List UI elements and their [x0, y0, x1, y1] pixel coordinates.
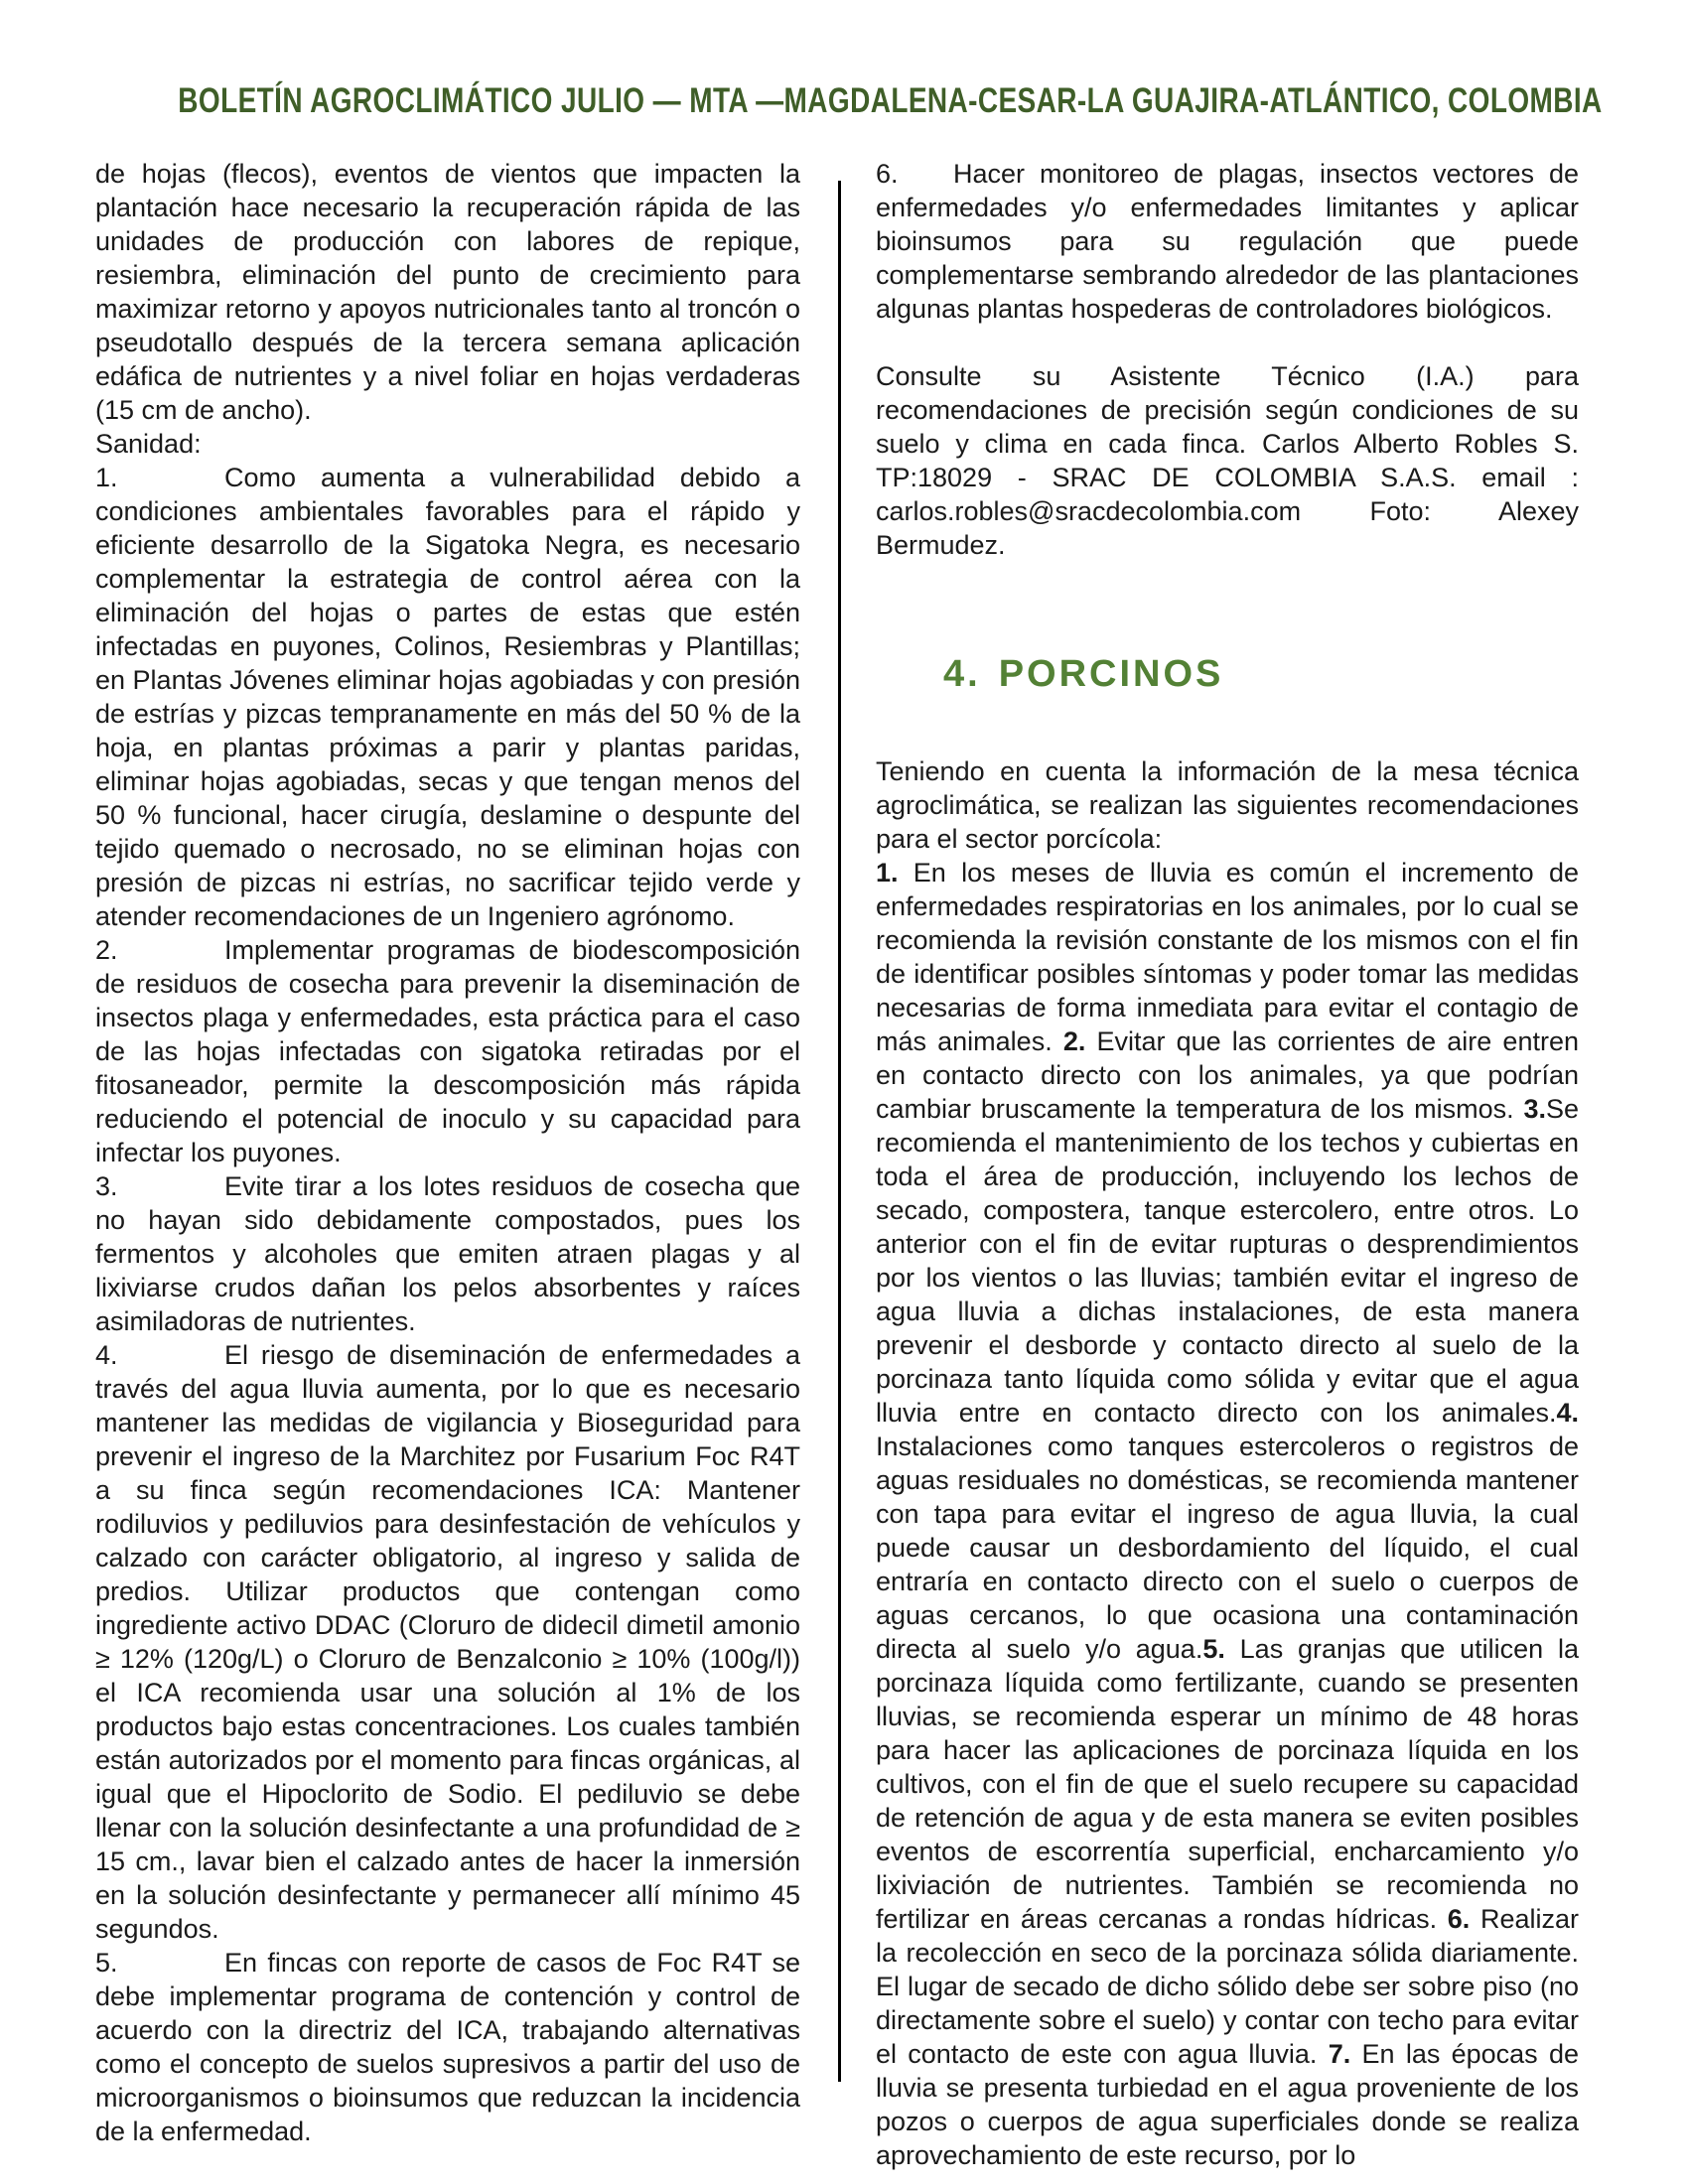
item-number: 4.	[95, 1340, 118, 1370]
consult-paragraph: Consulte su Asistente Técnico (I.A.) para recomendaciones de precisión según condiciones de su suelo y clima en cada finca. Carlos Alberto Robles S. TP:18029 - SRAC DE COLOMBIA S.A.S. email : carlos.robles@sracdecolombia.com Foto: Alexey Bermudez.	[876, 361, 1579, 560]
porcinos-body-paragraph: 1. En los meses de lluvia es común el incremento de enfermedades respiratorias en los animales, por lo cual se recomienda la revisión constante de los mismos con el fin de identificar posibles síntomas y poder tomar las medidas necesarias de forma inmediata para evitar el contagio de más animales. 2. Evitar que las corrientes de aire entren en contacto directo con los animales, ya que podrían cambiar bruscamente la temperatura de los mismos. 3.Se recomienda el mantenimiento de los techos y cubiertas en toda el área de producción, incluyendo los lechos de secado, compostera, tanque estercolero, entre otros. Lo anterior con el fin de evitar rupturas o desprendimientos por los vientos o las lluvias; también evitar el ingreso de agua lluvia a dichas instalaciones, de esta manera prevenir el desborde y contacto directo al suelo de la porcinaza tanto líquida como sólida y evitar que el agua lluvia entre en contacto directo con los animales.4. Instalaciones como tanques estercoleros o registros de aguas residuales no domésticas, se recomienda mantener con tapa para evitar el ingreso de agua lluvia, la cual puede causar un desbordamiento del líquido, el cual entraría en contacto directo con el suelo o cuerpos de aguas cercanos, lo que ocasiona una contaminación directa al suelo y/o agua.5. Las granjas que utilicen la porcinaza líquida como fertilizante, cuando se presenten lluvias, se recomienda esperar un mínimo de 48 horas para hacer las aplicaciones de porcinaza líquida en los cultivos, con el fin de que el suelo recupere su capacidad de retención de agua y de esta manera se eviten posibles eventos de escorrentía superficial, encharcamiento y/o lixiviación de nutrientes. También se recomienda no fertilizar en áreas cercanas a rondas hídricas. 6. Realizar la recolección en seco de la porcinaza sólida diariamente. El lugar de secado de dicho sólido debe ser sobre piso (no directamente sobre el suelo) y contar con techo para evitar el contacto de este con agua lluvia. 7. En las épocas de lluvia se presenta turbiedad en el agua proveniente de los pozos o cuerpos de agua superficiales donde se realiza aprovechamiento de este recurso, por lo	[876, 858, 1580, 2170]
column-divider	[838, 181, 841, 2082]
item-number: 6.	[876, 159, 899, 189]
numbered-item-2	[95, 933, 800, 1169]
porcinos-intro-paragraph: Teniendo en cuenta la información de la mesa técnica agroclimática, se realizan las siguientes recomendaciones para el sector porcícola:	[876, 756, 1579, 854]
numbered-item-4	[95, 1338, 800, 1946]
item-text: En fincas con reporte de casos de Foc R4T se debe implementar programa de contención y control de acuerdo con la directriz del ICA, trabajando alternativas como el concepto de suelos supresivos a partir del uso de microorganismos o bioinsumos que reduzcan la incidencia de la enfermedad.	[95, 1948, 800, 2146]
item-text: Implementar programas de biodescomposición de residuos de cosecha para prevenir la diseminación de insectos plaga y enfermedades, esta práctica para el caso de las hojas infectadas con sigatoka retiradas por el fitosaneador, permite la descomposición más rápida reduciendo el potencial de inoculo y su capacidad para infectar los puyones.	[95, 935, 800, 1167]
numbered-item-6	[876, 157, 1579, 326]
left-column	[95, 157, 800, 2148]
item-text: El riesgo de diseminación de enfermedades a través del agua lluvia aumenta, por lo que es necesario mantener las medidas de vigilancia y Bioseguridad para prevenir el ingreso de la Marchitez por Fusarium Foc R4T a su finca según recomendaciones ICA: Mantener rodiluvios y pediluvios para desinfestación de vehículos y calzado con carácter obligatorio, al ingreso y salida de predios. Utilizar productos que contengan como ingrediente activo DDAC (Cloruro de didecil dimetil amonio ≥ 12% (120g/L) o Cloruro de Benzalconio ≥ 10% (100g/l)) el ICA recomienda usar una solución al 1% de los productos bajo estas concentraciones. Los cuales también están autorizados por el momento para fincas orgánicas, al igual que el Hipoclorito de Sodio. El pediluvio se debe llenar con la solución desinfectante a una profundidad de ≥ 15 cm., lavar bien el calzado antes de hacer la inmersión en la solución desinfectante y permanecer allí mínimo 45 segundos.	[95, 1340, 800, 1944]
numbered-item-3	[95, 1169, 800, 1338]
numbered-item-1	[95, 461, 800, 933]
item-number: 1.	[95, 463, 118, 492]
section-number: 4.	[943, 653, 981, 695]
intro-paragraph: de hojas (flecos), eventos de vientos que impacten la plantación hace necesario la recuperación rápida de las unidades de producción con labores de repique, resiembra, eliminación del punto de crecimiento para maximizar retorno y apoyos nutricionales tanto al troncón o pseudotallo después de la tercera semana aplicación edáfica de nutrientes y a nivel foliar en hojas verdaderas (15 cm de ancho).	[95, 159, 800, 425]
item-number: 5.	[95, 1948, 118, 1978]
numbered-item-5	[95, 1946, 800, 2148]
item-text: Evite tirar a los lotes residuos de cosecha que no hayan sido debidamente compostados, pues los fermentos y alcoholes que emiten atraen plagas y al lixiviarse crudos dañan los pelos absorbentes y raíces asimiladoras de nutrientes.	[95, 1171, 800, 1336]
item-text: Como aumenta a vulnerabilidad debido a condiciones ambientales favorables para el rápido y eficiente desarrollo de la Sigatoka Negra, es necesario complementar la estrategia de control aérea con la eliminación del hojas o partes de estas que estén infectadas en puyones, Colinos, Resiembras y Plantillas; en Plantas Jóvenes eliminar hojas agobiadas y con presión de estrías y pizcas tempranamente en más del 50 % de la hoja, en plantas próximas a parir y plantas paridas, eliminar hojas agobiadas, secas y que tengan menos del 50 % funcional, hacer cirugía, deslamine o despunte del tejido quemado o necrosado, no se eliminan hojas con presión de pizcas ni estrías, no sacrificar tejido verde y atender recomendaciones de un Ingeniero agrónomo.	[95, 463, 800, 931]
sanidad-label: Sanidad:	[95, 429, 202, 459]
right-column	[876, 157, 1579, 2172]
bulletin-header	[0, 81, 1688, 121]
section-heading-porcinos	[876, 651, 1579, 697]
item-number: 2.	[95, 935, 118, 965]
item-text: Hacer monitoreo de plagas, insectos vectores de enfermedades y/o enfermedades limitantes y aplicar bioinsumos para su regulación que puede complementarse sembrando alrededor de las plantaciones algunas plantas hospederas de controladores biológicos.	[876, 159, 1579, 324]
section-label: PORCINOS	[998, 653, 1224, 695]
item-number: 3.	[95, 1171, 118, 1201]
page-title: BOLETÍN AGROCLIMÁTICO JULIO — MTA —MAGDALENA-CESAR-LA GUAJIRA-ATLÁNTICO, COLOMBIA	[178, 81, 1603, 120]
